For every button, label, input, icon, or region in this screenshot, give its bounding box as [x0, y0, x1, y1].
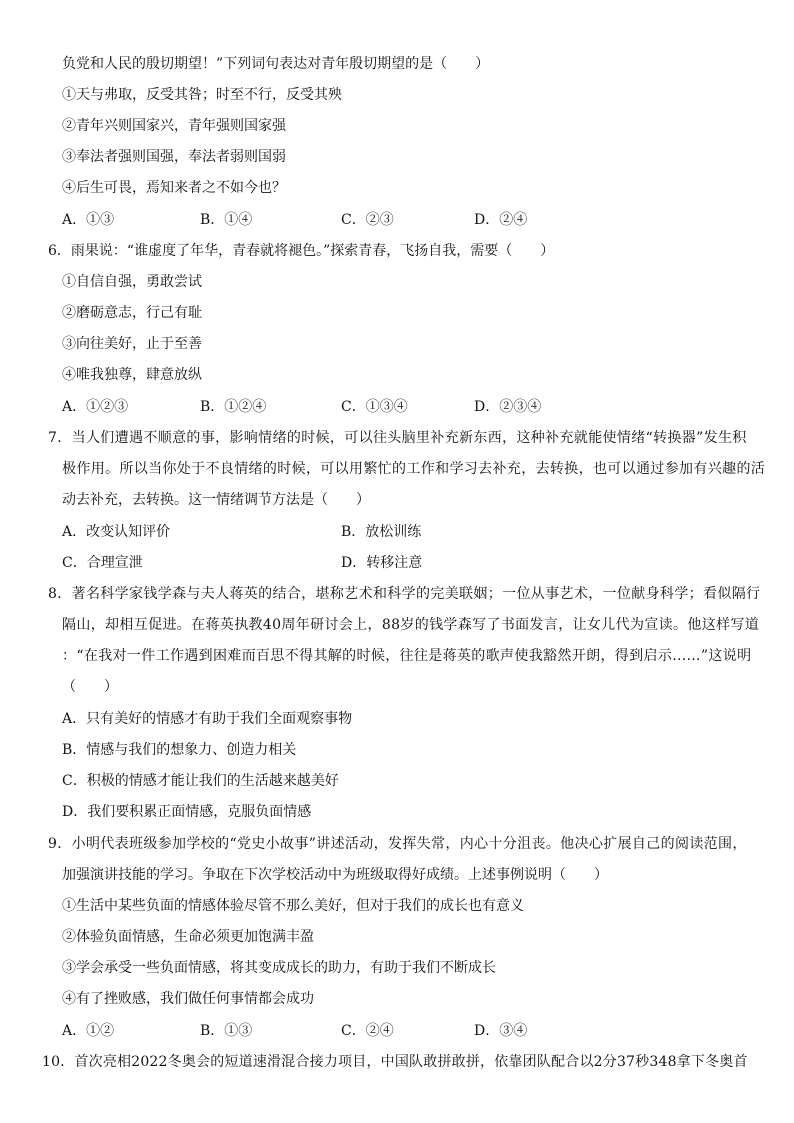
- q6-item-4: ④唯我独尊，肆意放纵: [62, 367, 202, 383]
- q5-item-2: ②青年兴则国家兴，青年强则国家强: [62, 118, 286, 134]
- q8-option-a: A．只有美好的情感才有助于我们全面观察事物: [62, 711, 353, 727]
- q9-option-a: A．①②: [62, 1023, 115, 1039]
- q6-item-2: ②磨砺意志，行己有耻: [62, 305, 202, 321]
- q9-item-1: ①生活中某些负面的情感体验尽管不那么美好，但对于我们的成长也有意义: [62, 898, 524, 914]
- q7-option-a: A．改变认知评价: [62, 524, 171, 540]
- q5-item-1: ①天与弗取，反受其咎；时至不行，反受其殃: [62, 87, 342, 103]
- q9-item-4: ④有了挫败感，我们做任何事情都会成功: [62, 991, 314, 1007]
- q5-item-4: ④后生可畏，焉知来者之不如今也？: [62, 180, 286, 196]
- q6-option-a: A．①②③: [62, 399, 129, 415]
- q6-option-b: B．①②④: [200, 399, 267, 415]
- q9-option-c: C．②④: [341, 1023, 394, 1039]
- q8-option-c: C．积极的情感才能让我们的生活越来越美好: [62, 773, 339, 789]
- q9-option-b: B．①③: [200, 1023, 253, 1039]
- q6-option-c: C．①③④: [341, 399, 408, 415]
- q9-item-3: ③学会承受一些负面情感，将其变成成长的助力，有助于我们不断成长: [62, 960, 496, 976]
- q5-option-c: C．②③: [341, 212, 394, 228]
- q9-option-d: D．③④: [474, 1023, 528, 1039]
- q10-stem-line-1: 10．首次亮相2022冬奥会的短道速滑混合接力项目，中国队敢拼敢拼，依靠团队配合以2分37秒348拿下冬奥首: [42, 1054, 748, 1070]
- q7-stem-line-2: 极作用。所以当你处于不良情绪的时候，可以用繁忙的工作和学习去补充，去转换，也可以通过参加有兴趣的活: [62, 461, 766, 477]
- q7-option-d: D．转移注意: [341, 555, 423, 571]
- q7-stem-line-1: 7．当人们遭遇不顺意的事，影响情绪的时候，可以往头脑里补充新东西，这种补充就能使情绪“转换器”发生积: [48, 430, 747, 446]
- q8-stem-line-3: ：“在我对一件工作遇到困难而百思不得其解的时候，往往是蒋英的歌声使我豁然开朗，得到启示……”这说明: [62, 648, 752, 664]
- q5-option-d: D．②④: [474, 212, 528, 228]
- q7-stem-line-3: 动去补充，去转换。这一情绪调节方法是（ ）: [62, 492, 370, 508]
- q5-option-a: A．①③: [62, 212, 115, 228]
- q9-stem-line-2: 加强演讲技能的学习。争取在下次学校活动中为班级取得好成绩。上述事例说明（ ）: [62, 867, 608, 883]
- q5-item-3: ③奉法者强则国强，奉法者弱则国弱: [62, 149, 286, 165]
- q8-stem-line-1: 8．著名科学家钱学森与夫人蒋英的结合，堪称艺术和科学的完美联姻；一位从事艺术，一位献身科学；看似隔行: [48, 586, 761, 602]
- q8-option-b: B．情感与我们的想象力、创造力相关: [62, 742, 297, 758]
- q7-option-b: B．放松训练: [341, 524, 422, 540]
- q9-stem-line-1: 9．小明代表班级参加学校的“党史小故事”讲述活动，发挥失常，内心十分沮丧。他决心扩展自己的阅读范围，: [48, 836, 747, 852]
- q6-stem: 6．雨果说：“谁虚度了年华，青春就将褪色。”探索青春，飞扬自我，需要（ ）: [48, 243, 555, 259]
- q8-stem-line-4: （ ）: [62, 679, 118, 695]
- q7-option-c: C．合理宣泄: [62, 555, 143, 571]
- q9-item-2: ②体验负面情感，生命必须更加饱满丰盈: [62, 929, 314, 945]
- q5-option-b: B．①④: [200, 212, 253, 228]
- q6-item-3: ③向往美好，止于至善: [62, 336, 202, 352]
- q5-stem-continuation: 负党和人民的殷切期望！”下列词句表达对青年殷切期望的是（ ）: [62, 56, 490, 72]
- q6-option-d: D．②③④: [474, 399, 542, 415]
- q8-stem-line-2: 隔山，却相互促进。在蒋英执教40周年研讨会上，88岁的钱学森写了书面发言，让女儿代为宣读。他这样写道: [62, 617, 760, 633]
- q8-option-d: D．我们要积累正面情感，克服负面情感: [62, 804, 312, 820]
- q6-item-1: ①自信自强，勇敢尝试: [62, 274, 202, 290]
